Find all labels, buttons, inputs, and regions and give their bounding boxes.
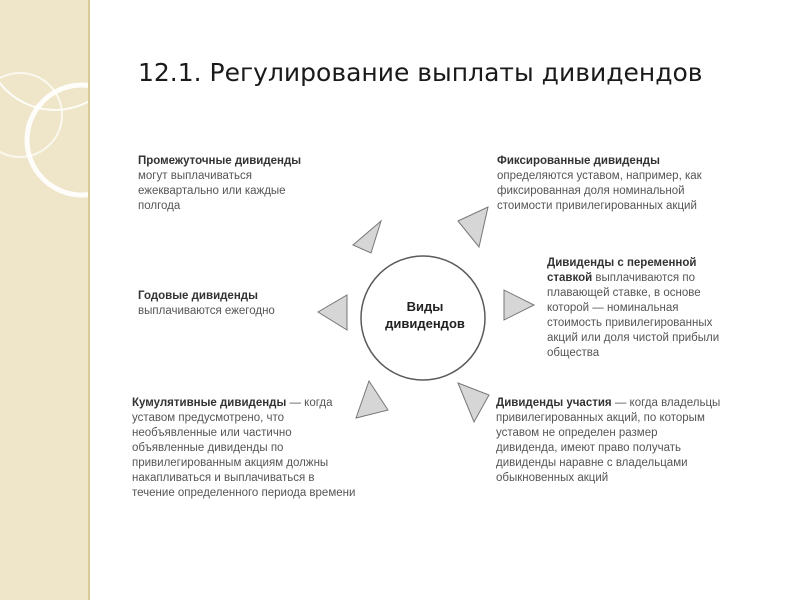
block-annual-text: выплачиваются ежегодно — [138, 305, 275, 317]
block-fixed-text: определяются уставом, например, как фиксированная доля номинальной стоимости привилегированных акций — [497, 170, 702, 212]
block-variable-dividends — [547, 256, 732, 361]
arrow-bottom-left — [356, 381, 388, 418]
center-label-line2: дивидендов — [385, 316, 465, 331]
block-cumulative-dividends — [132, 396, 357, 501]
arrow-left — [318, 295, 347, 330]
page-title: 12.1. Регулирование выплаты дивидендов — [138, 58, 703, 87]
block-participating-title: Дивиденды участия — [496, 397, 612, 409]
arrow-top-right — [458, 207, 488, 247]
block-variable-text: выплачиваются по плавающей ставке, в основе которой — номинальная стоимость привилегированных акций или доля чистой прибыли общества — [547, 272, 720, 359]
block-interim-text: могут выплачиваться ежеквартально или каждые полгода — [138, 170, 286, 212]
arrow-top-left — [353, 221, 381, 253]
block-interim-title: Промежуточные дивиденды — [138, 155, 302, 167]
arrow-bottom-right — [458, 383, 489, 422]
center-label-line1: Виды — [406, 299, 444, 314]
block-cumulative-title: Кумулятивные дивиденды — [132, 397, 287, 409]
block-annual-title: Годовые дивиденды — [138, 290, 258, 302]
block-participating-text: — когда владельцы привилегированных акций, по которым уставом не определен размер дивиденда, имеют право получать дивиденды наравне с владельцами обыкновенных акций — [496, 397, 721, 484]
block-fixed-title: Фиксированные дивиденды — [497, 155, 660, 167]
block-annual-dividends — [138, 289, 298, 319]
block-cumulative-text: — когда уставом предусмотрено, что необъявленные или частично объявленные дивиденды по привилегированным акциям должны накапливаться и выплачиваться в течение определенного периода времени — [132, 397, 356, 499]
block-participating-dividends — [496, 396, 721, 486]
arrow-right — [504, 290, 534, 320]
block-fixed-dividends — [497, 154, 727, 214]
block-interim-dividends — [138, 154, 313, 214]
block-variable-title: Дивиденды с переменной ставкой — [547, 257, 697, 284]
center-label — [370, 298, 480, 332]
